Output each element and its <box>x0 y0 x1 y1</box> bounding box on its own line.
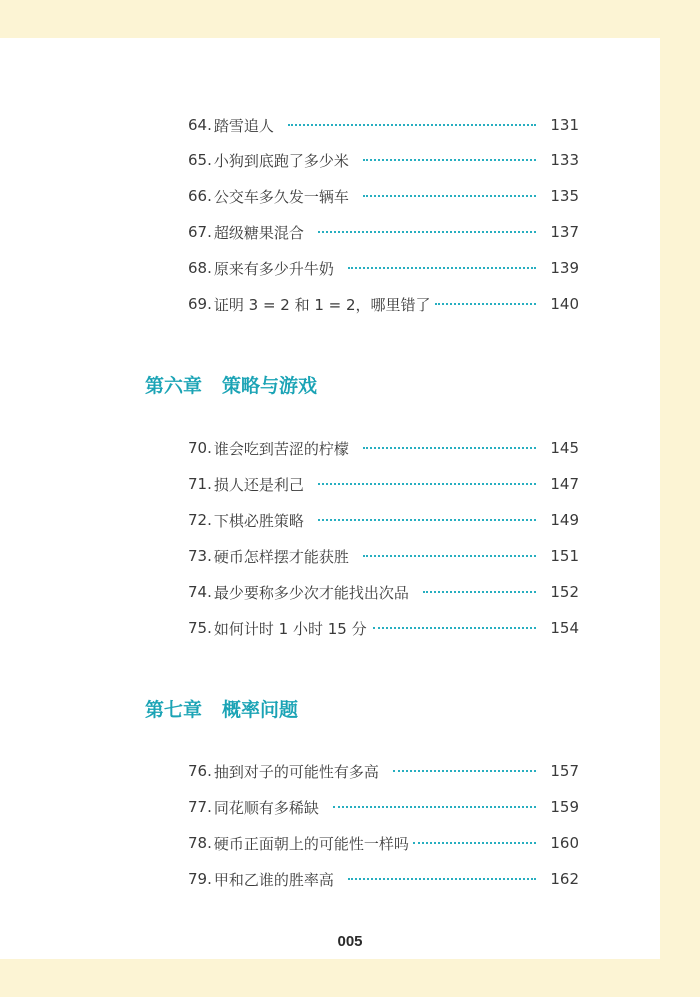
entry-number: 75. <box>188 619 212 637</box>
entry-page-number: 131 <box>550 116 579 134</box>
entry-number: 65. <box>188 151 212 169</box>
entry-number: 76. <box>188 762 212 780</box>
leader-dots <box>373 627 537 629</box>
entry-number: 68. <box>188 259 212 277</box>
entry-number: 77. <box>188 798 212 816</box>
leader-dots <box>413 842 536 844</box>
entry-title: 下棋必胜策略 <box>213 511 304 530</box>
entry-number: 79. <box>188 870 212 888</box>
toc-entry[interactable] <box>188 867 579 891</box>
entry-title: 公交车多久发一辆车 <box>213 187 349 206</box>
entry-title: 最少要称多少次才能找出次品 <box>213 583 409 602</box>
entry-title: 如何计时 1 小时 15 分 <box>213 619 367 638</box>
entry-number: 73. <box>188 547 212 565</box>
entry-page-number: 149 <box>550 511 579 529</box>
leader-dots <box>363 195 536 197</box>
entry-title: 小狗到底跑了多少米 <box>213 151 349 170</box>
leader-dots <box>333 806 536 808</box>
chapter-label: 第七章 <box>145 698 203 721</box>
entry-number: 70. <box>188 439 212 457</box>
entry-number: 69. <box>188 295 212 313</box>
entry-title: 踏雪追人 <box>213 116 274 135</box>
entry-page-number: 139 <box>550 259 579 277</box>
toc-entry[interactable] <box>188 436 579 460</box>
entry-title: 硬币怎样摆才能获胜 <box>213 547 349 566</box>
entry-title: 抽到对子的可能性有多高 <box>213 762 379 781</box>
toc-entry[interactable] <box>188 184 579 208</box>
toc-entry[interactable] <box>188 795 579 819</box>
entry-page-number: 135 <box>550 187 579 205</box>
toc-entry[interactable] <box>188 580 579 604</box>
entry-title: 原来有多少升牛奶 <box>213 259 334 278</box>
chapter-label: 第六章 <box>145 374 203 397</box>
entry-page-number: 147 <box>550 475 579 493</box>
entry-number: 78. <box>188 834 212 852</box>
entry-page-number: 159 <box>550 798 579 816</box>
page-number: 005 <box>337 933 363 950</box>
leader-dots <box>435 303 537 305</box>
entry-page-number: 145 <box>550 439 579 457</box>
entry-page-number: 162 <box>550 870 579 888</box>
entry-page-number: 160 <box>550 834 579 852</box>
toc-entry[interactable] <box>188 759 579 783</box>
chapter-heading[interactable] <box>145 694 298 722</box>
entry-page-number: 137 <box>550 223 579 241</box>
toc-entry[interactable] <box>188 113 579 137</box>
entry-title: 证明 3 = 2 和 1 = 2，哪里错了 <box>213 295 431 314</box>
leader-dots <box>288 124 536 126</box>
leader-dots <box>423 591 536 593</box>
chapter-title: 策略与游戏 <box>222 374 318 397</box>
entry-title: 谁会吃到苦涩的柠檬 <box>213 439 349 458</box>
toc-entry[interactable] <box>188 256 579 280</box>
entry-page-number: 140 <box>550 295 579 313</box>
entry-number: 71. <box>188 475 212 493</box>
entry-number: 74. <box>188 583 212 601</box>
entry-number: 72. <box>188 511 212 529</box>
entry-title: 损人还是利己 <box>213 475 304 494</box>
toc-entry[interactable] <box>188 831 579 855</box>
toc-entry[interactable] <box>188 292 579 316</box>
toc-entry[interactable] <box>188 472 579 496</box>
entry-page-number: 157 <box>550 762 579 780</box>
leader-dots <box>348 878 536 880</box>
leader-dots <box>363 555 536 557</box>
toc-entry[interactable] <box>188 544 579 568</box>
entry-page-number: 133 <box>550 151 579 169</box>
entry-number: 66. <box>188 187 212 205</box>
entry-number: 64. <box>188 116 212 134</box>
toc-entry[interactable] <box>188 220 579 244</box>
entry-number: 67. <box>188 223 212 241</box>
leader-dots <box>363 159 536 161</box>
entry-title: 同花顺有多稀缺 <box>213 798 319 817</box>
entry-page-number: 154 <box>550 619 579 637</box>
leader-dots <box>363 447 536 449</box>
leader-dots <box>348 267 536 269</box>
book-page <box>0 38 660 959</box>
entry-title: 硬币正面朝上的可能性一样吗 <box>213 834 409 853</box>
chapter-title: 概率问题 <box>222 698 299 721</box>
entry-title: 甲和乙谁的胜率高 <box>213 870 334 889</box>
leader-dots <box>318 231 536 233</box>
entry-title: 超级糖果混合 <box>213 223 304 242</box>
toc-entry[interactable] <box>188 508 579 532</box>
toc-entry[interactable] <box>188 148 579 172</box>
chapter-heading[interactable] <box>145 370 317 398</box>
leader-dots <box>318 519 536 521</box>
entry-page-number: 152 <box>550 583 579 601</box>
leader-dots <box>318 483 536 485</box>
toc-entry[interactable] <box>188 616 579 640</box>
leader-dots <box>393 770 536 772</box>
entry-page-number: 151 <box>550 547 579 565</box>
